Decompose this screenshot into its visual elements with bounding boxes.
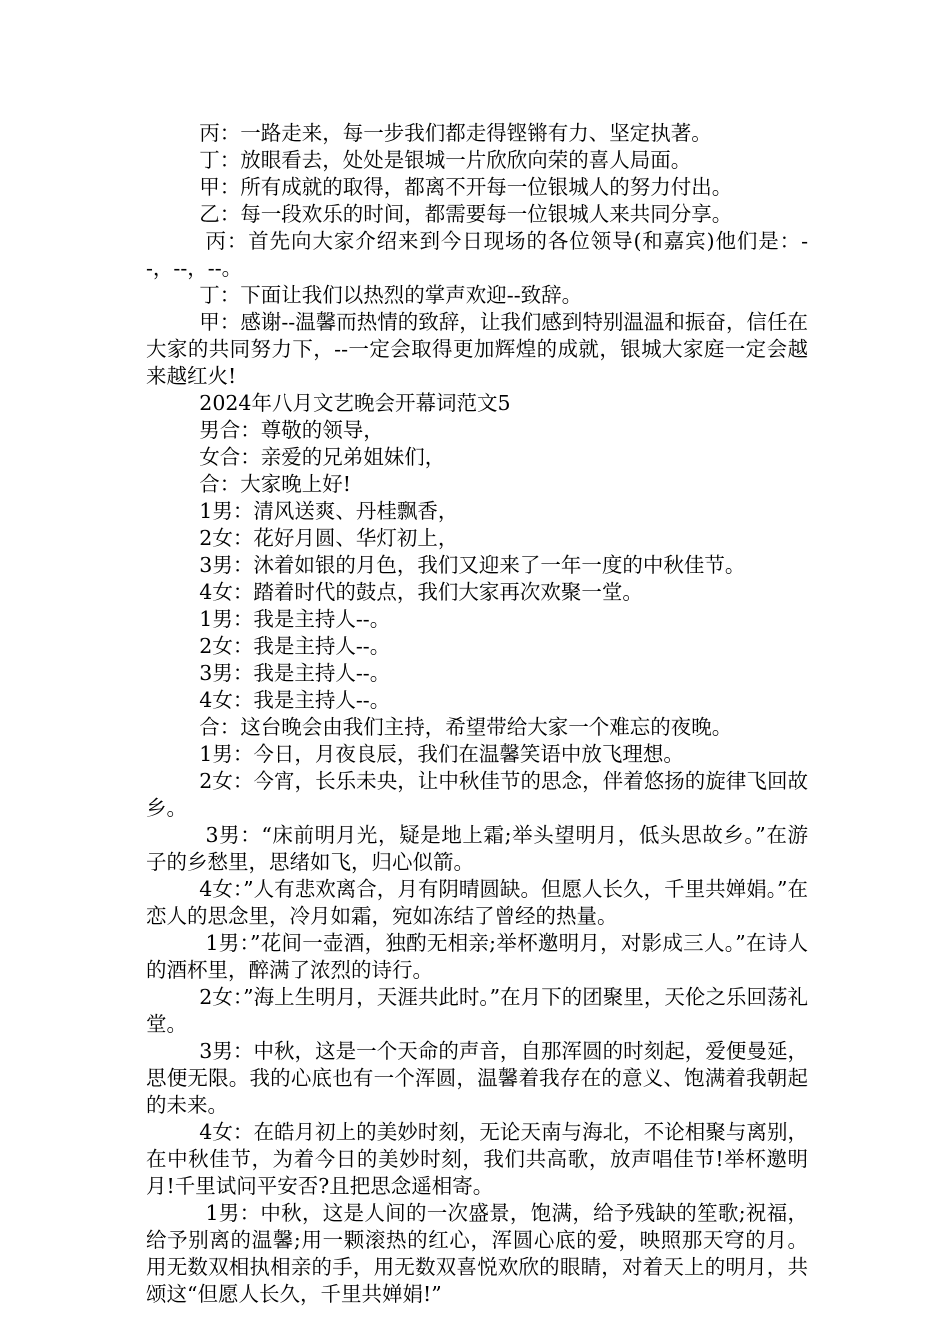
paragraph: 2女：我是主持人--。 (199, 634, 391, 658)
document-page (146, 120, 808, 1308)
paragraph: 2女：”海上生明月，天涯共此时。”在月下的团聚里，天伦之乐回荡礼堂。 (146, 985, 808, 1036)
paragraph: 丁：下面让我们以热烈的掌声欢迎--致辞。 (199, 283, 583, 307)
paragraph: 4女：我是主持人--。 (199, 688, 391, 712)
paragraph: 女合：亲爱的兄弟姐妹们， (199, 445, 446, 469)
paragraph: 1男：今日，月夜良辰，我们在温馨笑语中放飞理想。 (199, 742, 684, 766)
paragraph: 乙：每一段欢乐的时间，都需要每一位银城人来共同分享。 (199, 202, 733, 226)
paragraph: 1男：清风送爽、丹桂飘香， (199, 499, 459, 523)
paragraph: 丙：一路走来，每一步我们都走得铿锵有力、坚定执著。 (199, 121, 712, 145)
paragraph: 甲：感谢--温馨而热情的致辞，让我们感到特别温温和振奋，信任在大家的共同努力下，--一定会取得更加辉煌的成就，银城大家庭一定会越来越红火! (146, 310, 808, 388)
paragraph: 丁：放眼看去，处处是银城一片欣欣向荣的喜人局面。 (199, 148, 692, 172)
paragraph: 1男：”花间一壶酒，独酌无相亲;举杯邀明月，对影成三人。”在诗人的酒杯里，醉满了浓烈的诗行。 (146, 931, 808, 982)
paragraph: 3男：“床前明月光，疑是地上霜;举头望明月，低头思故乡。”在游子的乡愁里，思绪如飞，归心似箭。 (146, 823, 808, 874)
paragraph: 2女：今宵，长乐未央，让中秋佳节的思念，伴着悠扬的旋律飞回故乡。 (146, 769, 808, 820)
paragraph: 3男：我是主持人--。 (199, 661, 391, 685)
paragraph: 合：大家晚上好! (199, 472, 352, 496)
paragraph: 3男：中秋，这是一个天命的声音，自那浑圆的时刻起，爱便曼延，思便无限。我的心底也有一个浑圆，温馨着我存在的意义、饱满着我朝起的未来。 (146, 1039, 808, 1117)
paragraph: 3男：沐着如银的月色，我们又迎来了一年一度的中秋佳节。 (199, 553, 746, 577)
paragraph: 1男：中秋，这是人间的一次盛景，饱满，给予残缺的笙歌;祝福，给予别离的温馨;用一颗滚热的红心，浑圆心底的爱，映照那天穹的月。用无数双相执相亲的手，用无数双喜悦欢欣的眼睛，对着天上的明月，共颂这“但愿人长久，千里共婵娟!” (146, 1201, 808, 1306)
paragraph: 4女：”人有悲欢离合，月有阴晴圆缺。但愿人长久，千里共婵娟。”在恋人的思念里，冷月如霜，宛如冻结了曾经的热量。 (146, 877, 808, 928)
paragraph: 4女：在皓月初上的美妙时刻，无论天南与海北，不论相聚与离别，在中秋佳节，为着今日的美妙时刻，我们共高歌，放声唱佳节!举杯邀明月!千里试问平安否?且把思念遥相寄。 (146, 1120, 808, 1198)
paragraph: 1男：我是主持人--。 (199, 607, 391, 631)
paragraph: 甲：所有成就的取得，都离不开每一位银城人的努力付出。 (199, 175, 733, 199)
paragraph: 2女：花好月圆、华灯初上， (199, 526, 459, 550)
section-heading: 2024年八月文艺晚会开幕词范文5 (199, 391, 511, 415)
paragraph: 丙：首先向大家介绍来到今日现场的各位领导(和嘉宾)他们是：--，--，--。 (146, 229, 808, 280)
paragraph: 男合：尊敬的领导， (199, 418, 384, 442)
paragraph: 合：这台晚会由我们主持，希望带给大家一个难忘的夜晚。 (199, 715, 733, 739)
paragraph: 4女：踏着时代的鼓点，我们大家再次欢聚一堂。 (199, 580, 643, 604)
